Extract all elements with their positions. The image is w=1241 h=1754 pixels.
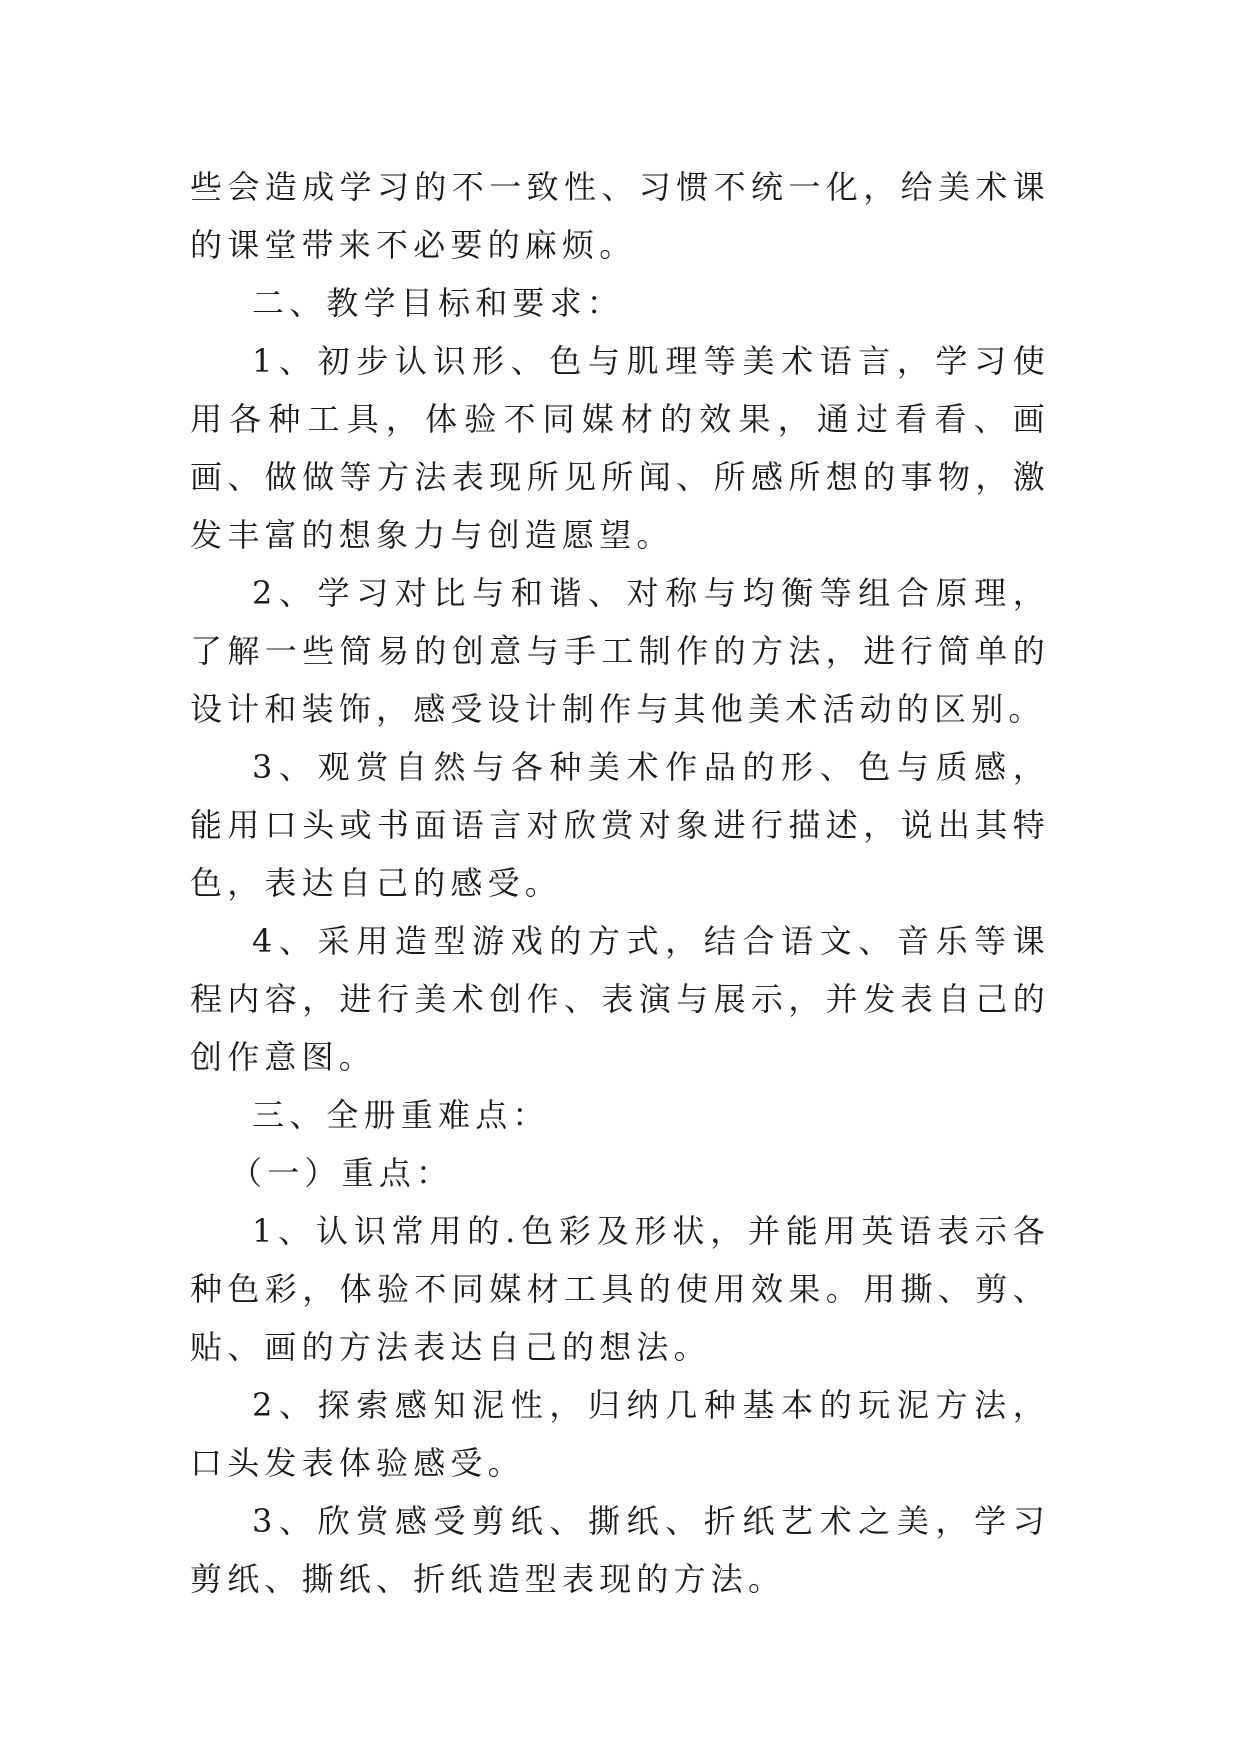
section-heading-goals: 二、教学目标和要求：	[252, 284, 625, 322]
focus-item-1: 1、认识常用的.色彩及形状，并能用英语表示各种色彩，体验不同媒材工具的使用效果。用撕、剪、贴、画的方法表达自己的想法。	[190, 1212, 1050, 1366]
focus-item-2: 2、探索感知泥性，归纳几种基本的玩泥方法，口头发表体验感受。	[190, 1386, 1050, 1482]
section-heading-key-points: 三、全册重难点：	[252, 1096, 550, 1134]
goal-item-4: 4、采用造型游戏的方式，结合语文、音乐等课程内容，进行美术创作、表演与展示，并发表自己的创作意图。	[190, 922, 1050, 1076]
goal-item-2: 2、学习对比与和谐、对称与均衡等组合原理，了解一些简易的创意与手工制作的方法，进行简单的设计和装饰，感受设计制作与其他美术活动的区别。	[190, 574, 1050, 728]
goal-item-3: 3、观赏自然与各种美术作品的形、色与质感，能用口头或书面语言对欣赏对象进行描述，说出其特色，表达自己的感受。	[190, 748, 1050, 902]
subsection-heading-focus: （一）重点：	[230, 1154, 454, 1192]
paragraph-continuation: 些会造成学习的不一致性、习惯不统一化，给美术课的课堂带来不必要的麻烦。	[190, 168, 1050, 264]
document-page	[190, 158, 1050, 1608]
goal-item-1: 1、初步认识形、色与肌理等美术语言，学习使用各种工具，体验不同媒材的效果，通过看看、画画、做做等方法表现所见所闻、所感所想的事物，激发丰富的想象力与创造愿望。	[190, 342, 1050, 554]
focus-item-3: 3、欣赏感受剪纸、撕纸、折纸艺术之美，学习剪纸、撕纸、折纸造型表现的方法。	[190, 1502, 1050, 1598]
